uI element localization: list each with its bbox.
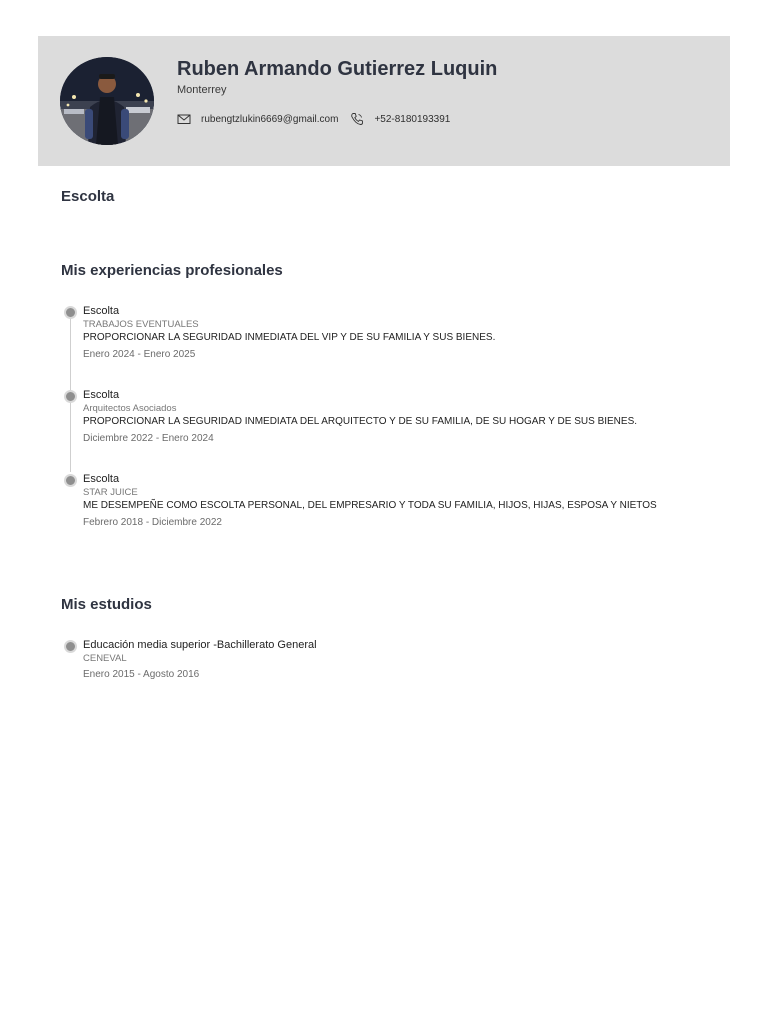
education-heading: Mis estudios [61, 596, 152, 613]
phone-contact[interactable] [350, 112, 450, 126]
timeline-dot [64, 390, 77, 403]
profile-title-section [61, 188, 114, 205]
candidate-name: Ruben Armando Gutierrez Luquin [177, 58, 498, 80]
job-dates: Febrero 2018 - Diciembre 2022 [83, 517, 222, 528]
profile-photo [60, 57, 154, 145]
job-title: Escolta [83, 473, 120, 485]
timeline-dot [64, 640, 77, 653]
timeline-dot [64, 306, 77, 319]
degree-title: Educación media superior -Bachillerato General [83, 639, 317, 651]
job-company: STAR JUICE [83, 487, 138, 498]
education-entry [61, 638, 741, 682]
job-company: Arquitectos Asociados [83, 403, 177, 414]
email-text[interactable]: rubengtzlukin6669@gmail.com [201, 113, 339, 125]
envelope-icon [177, 112, 191, 126]
job-company: TRABAJOS EVENTUALES [83, 319, 199, 330]
school-name: CENEVAL [83, 653, 127, 664]
candidate-city: Monterrey [177, 84, 227, 96]
contact-info [177, 112, 462, 126]
resume-header [38, 36, 730, 166]
phone-icon [350, 112, 364, 126]
education-heading-section [61, 596, 152, 613]
job-description: PROPORCIONAR LA SEGURIDAD INMEDIATA DEL VIP Y DE SU FAMILIA Y SUS BIENES. [83, 332, 496, 343]
education-dates: Enero 2015 - Agosto 2016 [83, 669, 200, 680]
profile-photo-image [60, 57, 154, 145]
experience-heading-section [61, 262, 283, 279]
profile-title: Escolta [61, 188, 115, 205]
education-timeline [61, 638, 741, 708]
job-dates: Diciembre 2022 - Enero 2024 [83, 433, 214, 444]
email-contact[interactable] [177, 112, 338, 126]
job-title: Escolta [83, 389, 120, 401]
job-title: Escolta [83, 305, 120, 317]
experience-entry [61, 388, 741, 446]
experience-heading: Mis experiencias profesionales [61, 262, 283, 279]
experience-entry [61, 304, 741, 362]
experience-timeline [61, 304, 741, 556]
job-description: ME DESEMPEÑE COMO ESCOLTA PERSONAL, DEL EMPRESARIO Y TODA SU FAMILIA, HIJOS, HIJAS, ESPOSA Y NIETOS [83, 500, 657, 511]
job-dates: Enero 2024 - Enero 2025 [83, 349, 196, 360]
job-description: PROPORCIONAR LA SEGURIDAD INMEDIATA DEL ARQUITECTO Y DE SU FAMILIA, DE SU HOGAR Y DE SUS BIENES. [83, 416, 638, 427]
timeline-dot [64, 474, 77, 487]
phone-text[interactable]: +52-8180193391 [374, 113, 451, 125]
experience-entry [61, 472, 741, 530]
